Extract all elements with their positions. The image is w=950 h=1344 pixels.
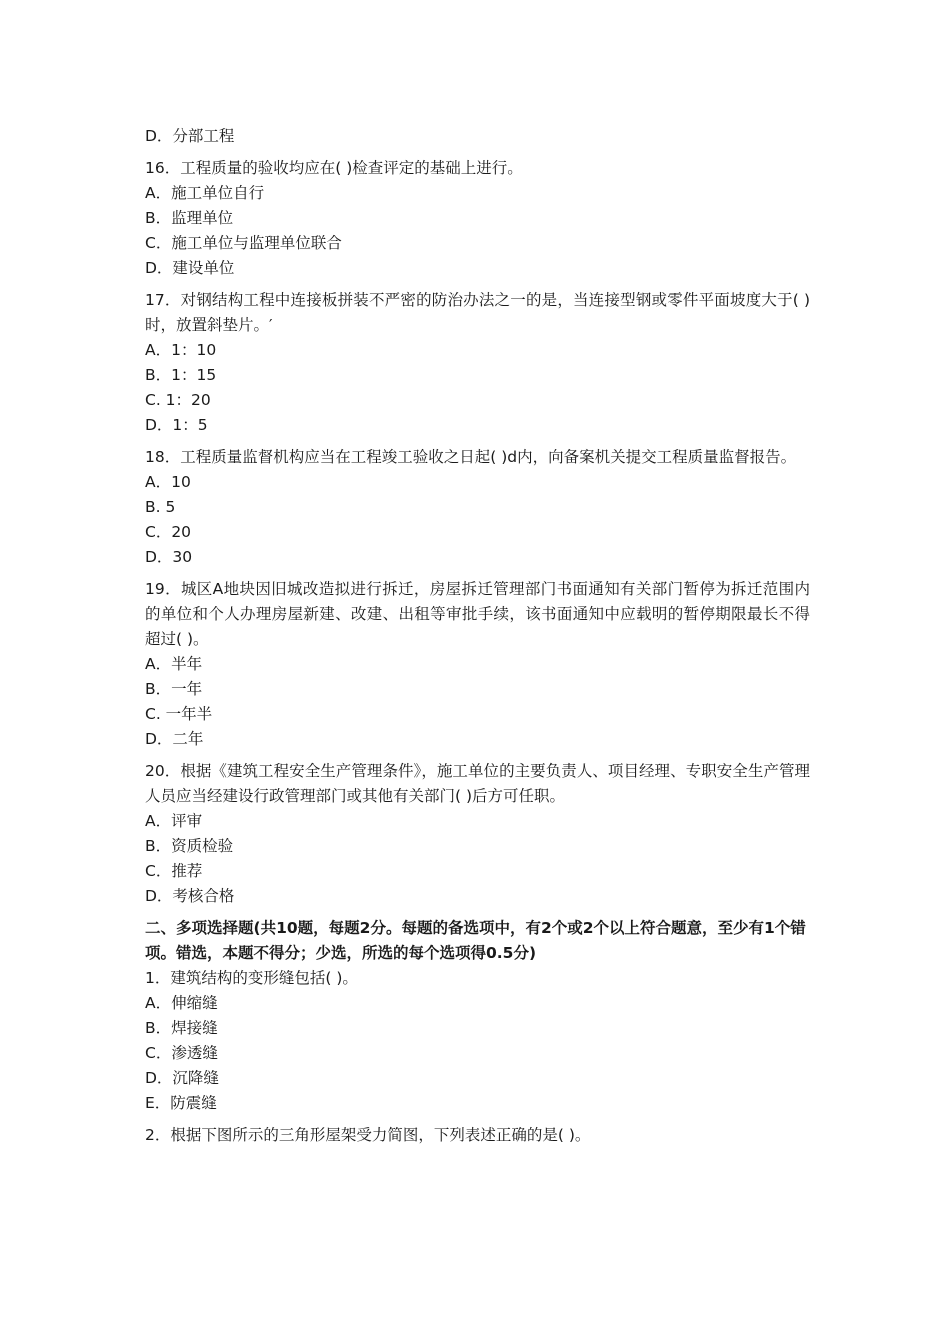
option-line: A．10 — [145, 473, 191, 491]
option-line: B．焊接缝 — [145, 1019, 218, 1037]
question-18: 18．工程质量监督机构应当在工程竣工验收之日起( )d内，向备案机关提交工程质量监督报告。 — [145, 448, 797, 466]
document-page — [145, 124, 810, 1148]
option-line: A．评审 — [145, 812, 203, 830]
option-line: A．1：10 — [145, 341, 217, 359]
option-line: D．沉降缝 — [145, 1069, 219, 1087]
option-line: B．监理单位 — [145, 209, 234, 227]
option-line: A．伸缩缝 — [145, 994, 218, 1012]
question-19: 19．城区A地块因旧城改造拟进行拆迁，房屋拆迁管理部门书面通知有关部门暂停为拆迁范围内的单位和个人办理房屋新建、改建、出租等审批手续，该书面通知中应载明的暂停期限最长不得超过( )。 — [145, 580, 810, 648]
option-line: C．渗透缝 — [145, 1044, 218, 1062]
section-heading-multiple-choice: 二、多项选择题(共10题，每题2分。每题的备选项中，有2个或2个以上符合题意，至少有1个错项。错选，本题不得分；少选，所选的每个选项得0.5分) — [145, 919, 806, 962]
option-line: D．考核合格 — [145, 887, 235, 905]
question-17: 17．对钢结构工程中连接板拼装不严密的防治办法之一的是，当连接型钢或零件平面坡度大于( )时，放置斜垫片。′ — [145, 291, 810, 334]
option-line: E．防震缝 — [145, 1094, 217, 1112]
option-line: D．1：5 — [145, 416, 208, 434]
option-line: C．施工单位与监理单位联合 — [145, 234, 342, 252]
option-line: D．分部工程 — [145, 127, 235, 145]
question-m2: 2．根据下图所示的三角形屋架受力简图，下列表述正确的是( )。 — [145, 1126, 591, 1144]
option-line: C．20 — [145, 523, 192, 541]
option-line: B．资质检验 — [145, 837, 234, 855]
option-line: A．半年 — [145, 655, 203, 673]
question-m1: 1．建筑结构的变形缝包括( )。 — [145, 969, 358, 987]
option-line: C．推荐 — [145, 862, 203, 880]
option-line: B．一年 — [145, 680, 203, 698]
option-line: A．施工单位自行 — [145, 184, 265, 202]
option-line: C. 一年半 — [145, 705, 213, 723]
option-line: B. 5 — [145, 498, 176, 516]
option-line: D．二年 — [145, 730, 204, 748]
option-line: D．30 — [145, 548, 193, 566]
option-line: B．1：15 — [145, 366, 217, 384]
question-20: 20．根据《建筑工程安全生产管理条件》，施工单位的主要负责人、项目经理、专职安全生产管理人员应当经建设行政管理部门或其他有关部门( )后方可任职。 — [145, 762, 810, 805]
question-16: 16．工程质量的验收均应在( )检查评定的基础上进行。 — [145, 159, 523, 177]
option-line: C. 1：20 — [145, 391, 211, 409]
option-line: D．建设单位 — [145, 259, 235, 277]
